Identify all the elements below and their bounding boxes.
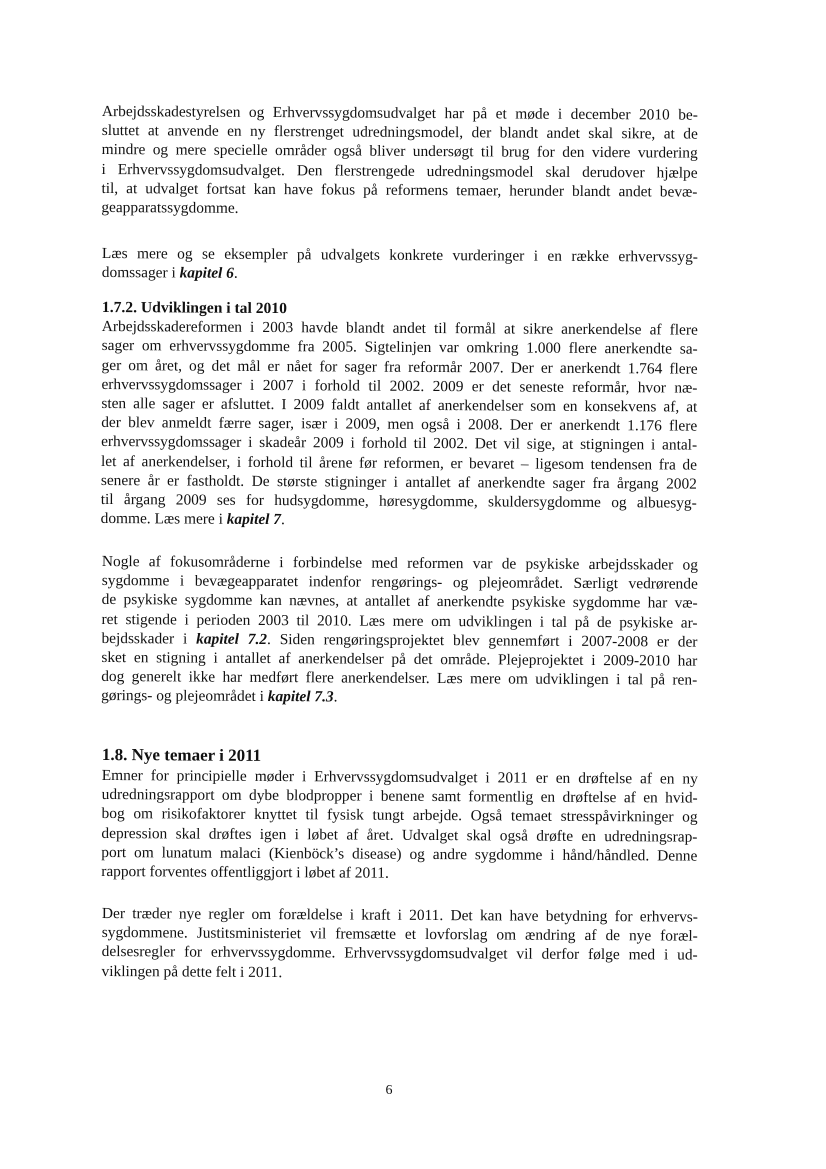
text-line: sygdommene. Justitsministeriet vil fremsætte et lovforslag om ændring af de nye foræl- — [101, 924, 698, 945]
text-line: depression skal drøftes igen i løbet af året. Udvalget skal også drøfte en udredningsrap- — [101, 824, 698, 846]
text-line: sygdomme i bevægeapparatet indenfor rengørings- og plejeområdet. Særligt vedrørende — [101, 572, 698, 593]
section-heading: 1.7.2. Udviklingen i tal 2010 — [101, 298, 287, 318]
text-line: geapparatssygdomme. — [101, 198, 239, 217]
section-1-8 — [101, 744, 698, 885]
text-line: gørings- og plejeområdet i kapitel 7.3. — [101, 687, 338, 706]
text-line: udredningsrapport om dybe blodpropper i benene samt formentlig en drøftelse af en hvid- — [101, 786, 698, 807]
paragraph-read-more-chapter-6 — [102, 244, 698, 286]
text-line: senere år er fastholdt. De største stigninger i antallet af anerkendte sager fra årgang 2002 — [100, 471, 697, 493]
text-line: Læs mere og se eksempler på udvalgets konkrete vurderinger i en række erhvervssyg- — [101, 244, 698, 266]
text-line: i Erhvervssygdomsudvalget. Den flerstrengede udredningsmodel skal derudover hjælpe — [101, 160, 698, 182]
text-line: sager om erhvervssygdomme fra 2005. Sigtelinjen var omkring 1.000 flere anerkendte sa- — [101, 337, 698, 359]
text-line: til årgang 2009 ses for hudsygdomme, høresygdomme, skuldersygdomme og albuesyg- — [100, 490, 697, 512]
text-line: sluttet at anvende en ny flerstrenget udredningsmodel, der blandt andet skal sikre, at de — [101, 122, 698, 143]
text-line: Arbejdsskadestyrelsen og Erhvervssygdomsudvalget har på et møde i december 2010 be- — [101, 102, 698, 124]
text-line: der blev anmeldt færre sager, især i 2009, men også i 2008. Der er anerkendt 1.176 flere — [101, 414, 698, 435]
text-line: Nogle af fokusområderne i forbindelse med reformen var de psykiske arbejdsskader og — [101, 553, 698, 574]
text-line: Arbejdsskadereformen i 2003 havde blandt andet til formål at sikre anerkendelse af flere — [101, 318, 698, 339]
text-line: Emner for principielle møder i Erhvervssygdomsudvalget i 2011 er en drøftelse af en ny — [101, 766, 698, 788]
text-line: delsesregler for erhvervssygdomme. Erhvervssygdomsudvalget vil derfor følge med i ud- — [101, 943, 698, 965]
text-line: Der træder nye regler om forældelse i kraft i 2011. Det kan have betydning for erhvervs- — [101, 905, 698, 926]
chapter-reference: kapitel 7 — [226, 510, 282, 529]
chapter-reference: kapitel 7.3 — [267, 688, 334, 706]
text-line: domssager i kapitel 6. — [101, 264, 238, 283]
paragraph-limitation-rules — [102, 904, 698, 984]
text-line: dog generelt ikke har medført flere anerkendelser. Læs mere om udviklingen i tal på ren- — [101, 668, 698, 689]
page-number: 6 — [385, 1083, 393, 1098]
text-line: erhvervssygdomssager i 2007 i forhold til 2002. 2009 er det seneste reformår, hvor næ- — [101, 375, 698, 397]
text-line: erhvervssygdomssager i skadeår 2009 i forhold til 2002. Det vil sige, at stigningen i antal- — [101, 433, 698, 454]
chapter-reference: kapitel 6 — [179, 264, 234, 282]
text-line: bog om risikofaktorer knyttet til fysisk tungt arbejde. Også temaet stresspåvirkninger og — [101, 805, 698, 827]
text-line: port om lunatum malaci (Kienböck’s disease) og andre sygdomme i hånd/håndled. Denne — [101, 843, 698, 865]
text-line: de psykiske sygdomme kan nævnes, at antallet af anerkendte psykiske sygdomme har væ- — [101, 591, 698, 613]
text-line: domme. Læs mere i kapitel 7. — [100, 510, 285, 529]
chapter-reference: kapitel 7.2 — [196, 630, 268, 648]
text-line: let af anerkendelser, i forhold til årene før reformen, er bevaret – ligesom tendensen fra de — [100, 452, 698, 474]
text-line: bejdsskader i kapitel 7.2. Siden rengøringsprojektet blev gennemført i 2007-2008 er der — [101, 629, 698, 651]
text-line: ret stigende i perioden 2003 til 2010. Læs mere om udviklingen i tal på de psykiske ar- — [101, 610, 698, 632]
text-line: sket en stigning i antallet af anerkendelser på det område. Plejeprojektet i 2009-2010 har — [101, 648, 698, 670]
section-1-7-2 — [101, 298, 698, 532]
paragraph-focus-areas — [101, 552, 698, 709]
text-line: til, at udvalget fortsat kan have fokus på reformens temaer, herunder blandt andet bevæ- — [101, 179, 698, 201]
paragraph-assessment-model — [101, 102, 698, 221]
text-line: viklingen på dette felt i 2011. — [101, 962, 283, 981]
text-line: mindre og mere specielle områder også bliver undersøgt til brug for den videre vurdering — [101, 141, 698, 163]
text-line: ger om året, og det mål er nået for sager fra reformår 2007. Der er anerkendt 1.764 flere — [101, 356, 698, 378]
text-line: sten alle sager er afsluttet. I 2009 faldt antallet af anerkendelser som en konsekvens af, at — [101, 394, 698, 416]
text-line: rapport forventes offentliggjort i løbet af 2011. — [101, 862, 389, 882]
section-heading: 1.8. Nye temaer i 2011 — [101, 745, 262, 765]
